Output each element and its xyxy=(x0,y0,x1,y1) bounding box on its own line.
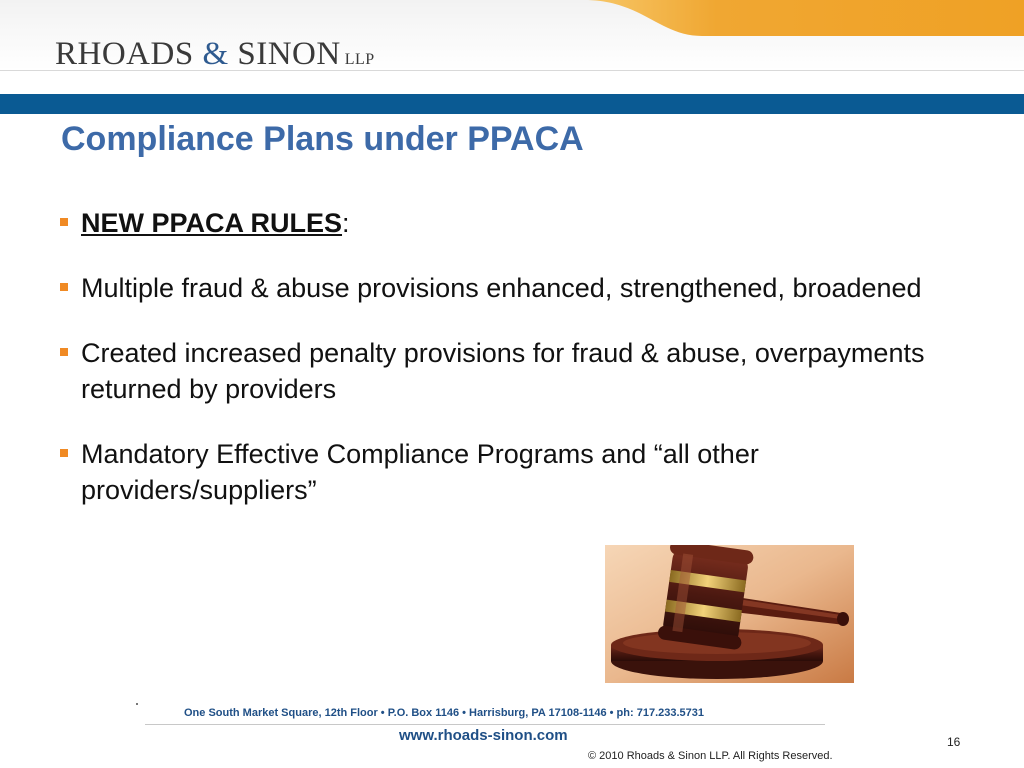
bullet-item xyxy=(60,205,940,241)
logo-suffix: LLP xyxy=(344,51,375,68)
bullet-text: Mandatory Effective Compliance Programs and “all other providers/suppliers” xyxy=(81,439,759,505)
gavel-icon xyxy=(605,545,854,683)
bullet-item xyxy=(60,436,940,508)
logo-name: RHOADS xyxy=(55,36,194,72)
bullet-list xyxy=(60,205,940,537)
footer-dot xyxy=(136,703,138,705)
footer-address: One South Market Square, 12th Floor • P.O. Box 1146 • Harrisburg, PA 17108-1146 • ph: 717.233.5731 xyxy=(184,707,705,719)
footer-website-link[interactable]: www.rhoads-sinon.com xyxy=(399,727,568,744)
logo-ampersand: & xyxy=(202,36,229,72)
bullet-text: Multiple fraud & abuse provisions enhanced, strengthened, broadened xyxy=(81,273,922,303)
firm-logo xyxy=(55,36,375,73)
bullet-text: Created increased penalty provisions for fraud & abuse, overpayments returned by providers xyxy=(81,338,925,404)
bullet-item xyxy=(60,335,940,407)
bullet-item xyxy=(60,270,940,306)
bullet-heading-colon: : xyxy=(342,208,350,238)
bullet-marker xyxy=(60,348,68,356)
gavel-photo xyxy=(605,545,854,683)
bullet-marker xyxy=(60,283,68,291)
copyright-notice: © 2010 Rhoads & Sinon LLP. All Rights Reserved. xyxy=(588,750,833,762)
header-blue-bar xyxy=(0,94,1024,114)
slide-header xyxy=(0,0,1024,110)
page-number: 16 xyxy=(947,735,961,749)
bullet-heading: NEW PPACA RULES xyxy=(81,208,343,238)
orange-wave-decoration xyxy=(584,0,1024,40)
bullet-marker xyxy=(60,218,68,226)
footer-divider xyxy=(145,724,825,725)
logo-name-2: SINON xyxy=(237,36,341,72)
bullet-marker xyxy=(60,449,68,457)
slide-title: Compliance Plans under PPACA xyxy=(61,120,584,158)
